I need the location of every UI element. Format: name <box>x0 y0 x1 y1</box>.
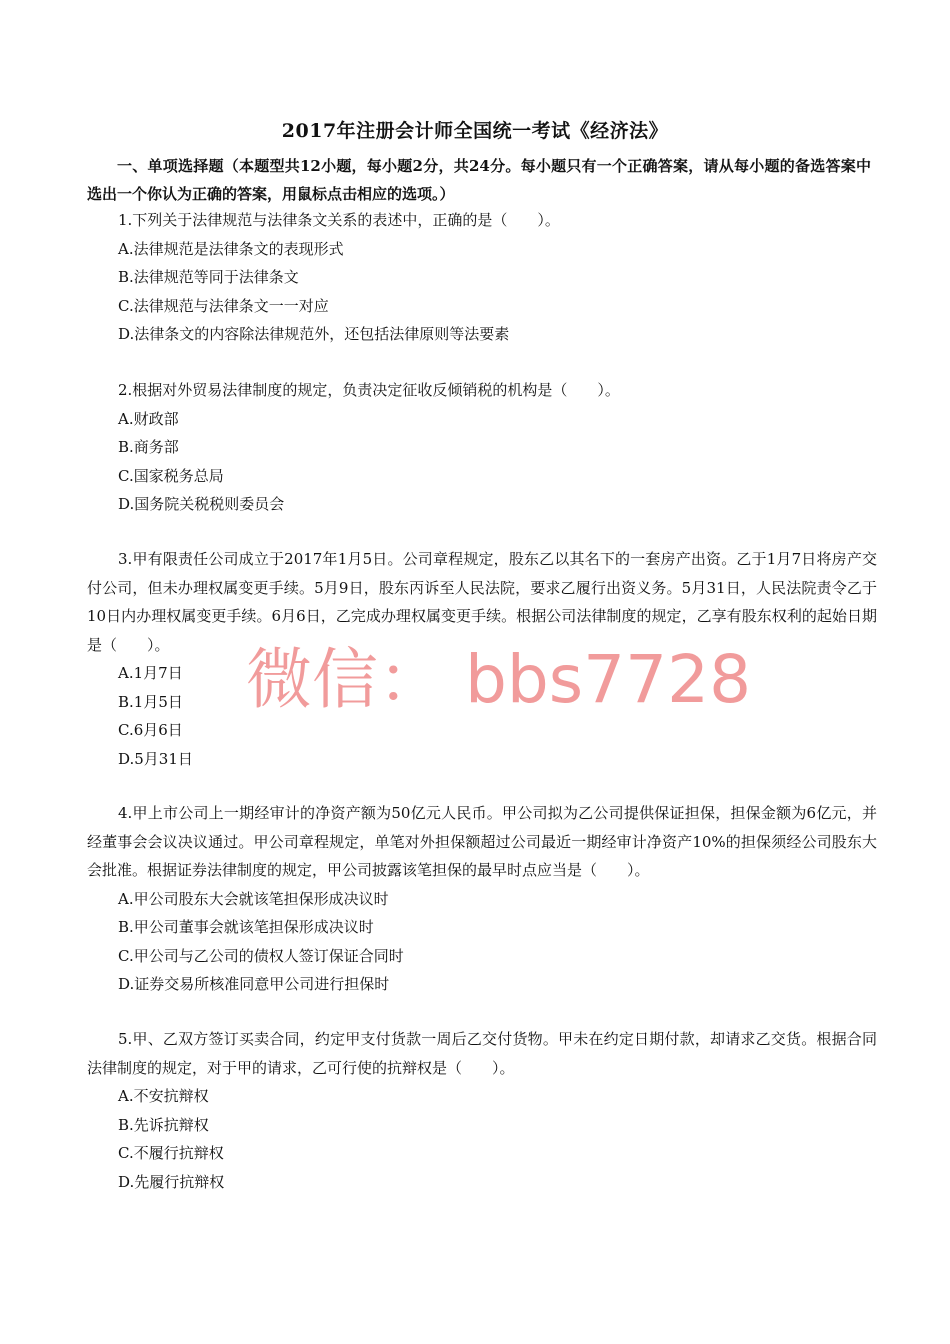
option-a[interactable]: A.甲公司股东大会就该笔担保形成决议时 <box>118 889 389 908</box>
option-c[interactable]: C.甲公司与乙公司的债权人签订保证合同时 <box>118 946 404 965</box>
option-d[interactable]: D.5月31日 <box>118 749 193 768</box>
question-stem: 5.甲、乙双方签订买卖合同，约定甲支付货款一周后乙交付货物。甲未在约定日期付款，却请求乙交货。根据合同法律制度的规定，对于甲的请求，乙可行使的抗辩权是（ ）。 <box>87 1030 877 1077</box>
option-c[interactable]: C.不履行抗辩权 <box>118 1144 224 1162</box>
option-a[interactable]: A.法律规范是法律条文的表现形式 <box>118 239 344 258</box>
option-b[interactable]: B.甲公司董事会就该笔担保形成决议时 <box>118 918 374 936</box>
option-d[interactable]: D.证券交易所核准同意甲公司进行担保时 <box>118 975 390 993</box>
section-heading: 一、单项选择题（本题型共12小题，每小题2分，共24分。每小题只有一个正确答案，请从每小题的备选答案中选出一个你认为正确的答案，用鼠标点击相应的选项。） <box>87 157 871 203</box>
option-d[interactable]: D.先履行抗辩权 <box>118 1172 225 1191</box>
option-c[interactable]: C.6月6日 <box>118 721 183 739</box>
option-a[interactable]: A.财政部 <box>118 409 179 428</box>
option-b[interactable]: B.法律规范等同于法律条文 <box>118 268 299 286</box>
question-3 <box>87 545 877 773</box>
option-c[interactable]: C.法律规范与法律条文一一对应 <box>118 296 329 315</box>
option-b[interactable]: B.先诉抗辩权 <box>118 1115 209 1134</box>
option-b[interactable]: B.商务部 <box>118 438 179 456</box>
question-stem: 1.下列关于法律规范与法律条文关系的表述中，正确的是（ ）。 <box>118 211 560 229</box>
watermark: 微信： bbs7728 <box>246 641 752 718</box>
question-5 <box>87 1025 877 1196</box>
question-1 <box>87 206 877 349</box>
option-d[interactable]: D.国务院关税税则委员会 <box>118 495 285 513</box>
question-2 <box>87 376 877 519</box>
question-stem: 3.甲有限责任公司成立于2017年1月5日。公司章程规定，股东乙以其名下的一套房产出资。乙于1月7日将房产交付公司，但未办理权属变更手续。5月9日，股东丙诉至人民法院，要求乙履行出资义务。5月31日，人民法院责令乙于10日内办理权属变更手续。6月6日，乙完成办理权属变更手续。根据公司法律制度的规定，乙享有股东权利的起始日期是（ ）。 <box>87 550 877 654</box>
option-b[interactable]: B.1月5日 <box>118 692 183 711</box>
question-stem: 2.根据对外贸易法律制度的规定，负责决定征收反倾销税的机构是（ ）。 <box>118 381 620 399</box>
option-a[interactable]: A.1月7日 <box>118 664 183 682</box>
question-stem: 4.甲上市公司上一期经审计的净资产额为50亿元人民币。甲公司拟为乙公司提供保证担保，担保金额为6亿元，并经董事会会议决议通过。甲公司章程规定，单笔对外担保额超过公司最近一期经审计净资产10%的担保须经公司股东大会批准。根据证券法律制度的规定，甲公司披露该笔担保的最早时点应当是（ ）。 <box>87 804 877 879</box>
option-c[interactable]: C.国家税务总局 <box>118 466 224 485</box>
document-title: 2017年注册会计师全国统一考试《经济法》 <box>281 120 669 142</box>
question-4 <box>87 799 877 999</box>
option-a[interactable]: A.不安抗辩权 <box>118 1087 209 1105</box>
option-d[interactable]: D.法律条文的内容除法律规范外，还包括法律原则等法要素 <box>118 325 510 343</box>
